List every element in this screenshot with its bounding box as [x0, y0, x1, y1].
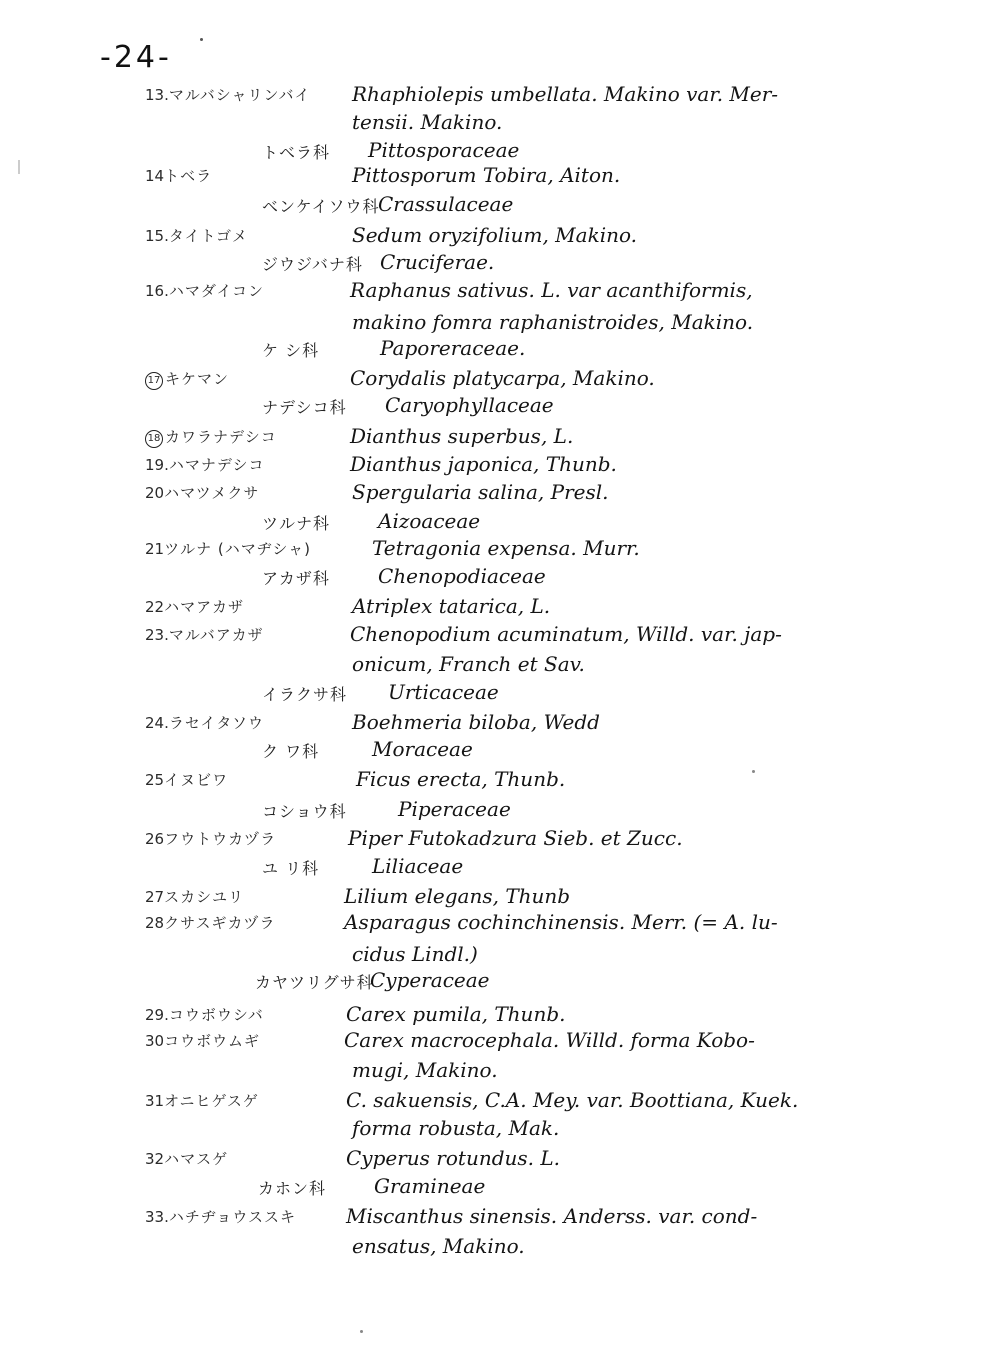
species-entry	[0, 278, 1000, 306]
japanese-name: トベラ	[164, 167, 213, 185]
species-entry	[0, 480, 1000, 508]
scientific-name: Spergularia salina, Presl.	[352, 480, 609, 504]
japanese-name: ハマスゲ	[164, 1150, 229, 1168]
family-latin-name: Urticaceae	[388, 680, 499, 704]
species-entry	[0, 366, 1000, 394]
family-japanese-name: ナデシコ科	[262, 398, 347, 417]
scientific-name-continued: ensatus, Makino.	[352, 1234, 525, 1258]
family-japanese-name: ツルナ科	[262, 514, 331, 533]
family-heading	[0, 797, 1000, 825]
japanese-name: ハマダイコン	[168, 282, 264, 300]
species-number: 15.	[145, 227, 169, 245]
family-heading	[0, 854, 1000, 882]
species-entry	[0, 767, 1000, 795]
family-latin-name: Pittosporaceae	[368, 138, 520, 162]
scientific-name: Raphanus sativus. L. var acanthiformis,	[350, 278, 753, 302]
species-number: 19.	[145, 456, 169, 474]
species-number: 29.	[145, 1006, 169, 1024]
species-number-and-japanese-name	[145, 225, 248, 246]
scientific-name: Cyperus rotundus. L.	[346, 1146, 561, 1170]
species-entry	[0, 452, 1000, 480]
species-entry	[0, 826, 1000, 854]
japanese-name: ハマツメクサ	[164, 484, 260, 502]
page-number: -24-	[100, 40, 172, 75]
family-latin-name: Liliaceae	[372, 854, 464, 878]
family-latin-name: Gramineae	[374, 1174, 486, 1198]
species-entry	[0, 536, 1000, 564]
japanese-name: ツルナ (ハマヂシャ)	[164, 540, 311, 558]
species-number: 13.	[145, 86, 169, 104]
species-number-and-japanese-name	[145, 712, 264, 733]
species-number: 26	[145, 830, 165, 848]
japanese-name: フウトウカヅラ	[164, 830, 277, 848]
species-number-and-japanese-name	[145, 538, 311, 559]
species-number: 31	[145, 1092, 165, 1110]
species-number-and-japanese-name	[145, 596, 244, 617]
japanese-name: コウボウムギ	[164, 1032, 260, 1050]
scientific-name: Dianthus japonica, Thunb.	[350, 452, 617, 476]
species-number-and-japanese-name	[145, 886, 244, 907]
scan-speck	[360, 1330, 363, 1333]
species-number: 18	[145, 430, 163, 448]
scientific-name-continued: cidus Lindl.)	[352, 942, 478, 966]
family-japanese-name: ユ リ科	[262, 859, 320, 878]
species-number-and-japanese-name	[145, 1030, 260, 1051]
species-number: 25	[145, 771, 165, 789]
species-entry	[0, 223, 1000, 251]
japanese-name: ハマアカザ	[164, 598, 244, 616]
scientific-name: Carex macrocephala. Willd. forma Kobo-	[344, 1028, 755, 1052]
japanese-name: スカシユリ	[164, 888, 245, 906]
family-japanese-name: ク ワ科	[262, 742, 320, 761]
scientific-name: Carex pumila, Thunb.	[346, 1002, 566, 1026]
scientific-name-continued: onicum, Franch et Sav.	[352, 652, 585, 676]
species-number: 22	[145, 598, 165, 616]
scientific-name: Dianthus superbus, L.	[350, 424, 574, 448]
species-number-and-japanese-name	[145, 454, 265, 475]
species-number-and-japanese-name	[145, 1206, 296, 1227]
family-heading	[0, 393, 1000, 421]
japanese-name: クサスギカヅラ	[164, 914, 276, 932]
species-number: 17	[145, 372, 163, 390]
family-heading	[0, 509, 1000, 537]
scientific-name-continuation	[0, 1058, 1000, 1086]
family-japanese-name: ジウジバナ科	[262, 255, 363, 274]
species-number: 21	[145, 540, 165, 558]
species-number-and-japanese-name	[145, 769, 228, 790]
family-latin-name: Caryophyllaceae	[385, 393, 554, 417]
japanese-name: キケマン	[165, 370, 230, 388]
family-heading	[0, 564, 1000, 592]
scientific-name: Miscanthus sinensis. Anderss. var. cond-	[346, 1204, 758, 1228]
scientific-name: Lilium elegans, Thunb	[344, 884, 571, 908]
species-entry	[0, 1146, 1000, 1174]
family-japanese-name: カヤツリグサ科	[255, 973, 374, 992]
japanese-name: コウボウシバ	[168, 1006, 264, 1024]
japanese-name: カワラナデシコ	[165, 428, 277, 446]
scientific-name-continued: tensii. Makino.	[352, 110, 503, 134]
species-entry	[0, 1028, 1000, 1056]
species-number-and-japanese-name	[145, 912, 276, 933]
scientific-name: Chenopodium acuminatum, Willd. var. jap-	[350, 622, 782, 646]
japanese-name: マルバアカザ	[168, 626, 264, 644]
family-heading	[0, 1174, 1000, 1202]
page-number-tick	[200, 38, 203, 41]
scientific-name: Corydalis platycarpa, Makino.	[350, 366, 655, 390]
family-japanese-name: ケ シ科	[262, 341, 320, 360]
family-heading	[0, 192, 1000, 220]
scientific-name: Asparagus cochinchinensis. Merr. (= A. lu-	[344, 910, 778, 934]
species-number-and-japanese-name	[145, 368, 229, 390]
family-heading	[0, 138, 1000, 166]
species-number-and-japanese-name	[145, 280, 264, 301]
family-heading	[0, 336, 1000, 364]
scientific-name-continuation	[0, 110, 1000, 138]
scientific-name-continuation	[0, 1116, 1000, 1144]
family-heading	[0, 680, 1000, 708]
scientific-name: Atriplex tatarica, L.	[352, 594, 551, 618]
family-japanese-name: イラクサ科	[262, 685, 348, 704]
species-number: 33.	[145, 1208, 169, 1226]
species-entry	[0, 82, 1000, 110]
family-latin-name: Cruciferae.	[380, 250, 495, 274]
family-japanese-name: ベンケイソウ科	[262, 197, 380, 216]
species-entry	[0, 424, 1000, 452]
family-latin-name: Aizoaceae	[378, 509, 481, 533]
scientific-name-continuation	[0, 652, 1000, 680]
species-number: 24.	[145, 714, 169, 732]
species-number: 14	[145, 167, 165, 185]
species-number-and-japanese-name	[145, 84, 310, 105]
species-number-and-japanese-name	[145, 1004, 264, 1025]
family-japanese-name: カホン科	[258, 1179, 327, 1198]
japanese-name: マルバシャリンバイ	[168, 86, 311, 104]
species-entry	[0, 594, 1000, 622]
japanese-name: イヌビワ	[164, 771, 229, 789]
species-number-and-japanese-name	[145, 1148, 228, 1169]
species-number-and-japanese-name	[145, 482, 259, 503]
scientific-name-continuation	[0, 310, 1000, 338]
species-number: 20	[145, 484, 165, 502]
family-heading	[0, 250, 1000, 278]
species-entry	[0, 884, 1000, 912]
species-entry	[0, 1204, 1000, 1232]
species-number-and-japanese-name	[145, 828, 276, 849]
family-japanese-name: トベラ科	[262, 143, 331, 162]
species-number: 28	[145, 914, 165, 932]
family-japanese-name: コショウ科	[262, 802, 347, 821]
family-heading	[0, 968, 1000, 996]
family-latin-name: Paporeraceae.	[380, 336, 526, 360]
scientific-name-continued: makino fomra raphanistroides, Makino.	[352, 310, 754, 334]
scientific-name: Pittosporum Tobira, Aiton.	[352, 163, 621, 187]
scientific-name: C. sakuensis, C.A. Mey. var. Boottiana, Kuek.	[346, 1088, 799, 1112]
scientific-name: Sedum oryzifolium, Makino.	[352, 223, 638, 247]
japanese-name: ハマナデシコ	[168, 456, 265, 474]
species-number: 30	[145, 1032, 165, 1050]
species-entry	[0, 1088, 1000, 1116]
family-latin-name: Crassulaceae	[378, 192, 514, 216]
species-number: 27	[145, 888, 165, 906]
scientific-name: Boehmeria biloba, Wedd	[352, 710, 600, 734]
species-number-and-japanese-name	[145, 165, 212, 186]
species-entry	[0, 910, 1000, 938]
scientific-name: Tetragonia expensa. Murr.	[372, 536, 640, 560]
scientific-name-continued: mugi, Makino.	[352, 1058, 498, 1082]
scientific-name: Piper Futokadzura Sieb. et Zucc.	[348, 826, 683, 850]
family-heading	[0, 737, 1000, 765]
species-number: 32	[145, 1150, 165, 1168]
family-latin-name: Cyperaceae	[370, 968, 490, 992]
species-number-and-japanese-name	[145, 624, 264, 645]
species-number-and-japanese-name	[145, 426, 277, 448]
scientific-name-continuation	[0, 1234, 1000, 1262]
scientific-name: Rhaphiolepis umbellata. Makino var. Mer-	[352, 82, 779, 106]
species-number: 23.	[145, 626, 169, 644]
species-number-and-japanese-name	[145, 1090, 259, 1111]
japanese-name: タイトゴメ	[168, 227, 248, 245]
species-entry	[0, 1002, 1000, 1030]
scientific-name: Ficus erecta, Thunb.	[356, 767, 566, 791]
japanese-name: ハチヂョウススキ	[168, 1208, 296, 1226]
japanese-name: ラセイタソウ	[168, 714, 264, 732]
family-latin-name: Moraceae	[372, 737, 473, 761]
scan-speck	[752, 770, 755, 773]
scientific-name-continuation	[0, 942, 1000, 970]
species-number: 16.	[145, 282, 169, 300]
family-latin-name: Piperaceae	[398, 797, 511, 821]
scientific-name-continued: forma robusta, Mak.	[352, 1116, 560, 1140]
species-entry	[0, 710, 1000, 738]
species-entry	[0, 163, 1000, 191]
species-entry	[0, 622, 1000, 650]
family-japanese-name: アカザ科	[262, 569, 330, 588]
japanese-name: オニヒゲスゲ	[164, 1092, 259, 1110]
family-latin-name: Chenopodiaceae	[378, 564, 546, 588]
